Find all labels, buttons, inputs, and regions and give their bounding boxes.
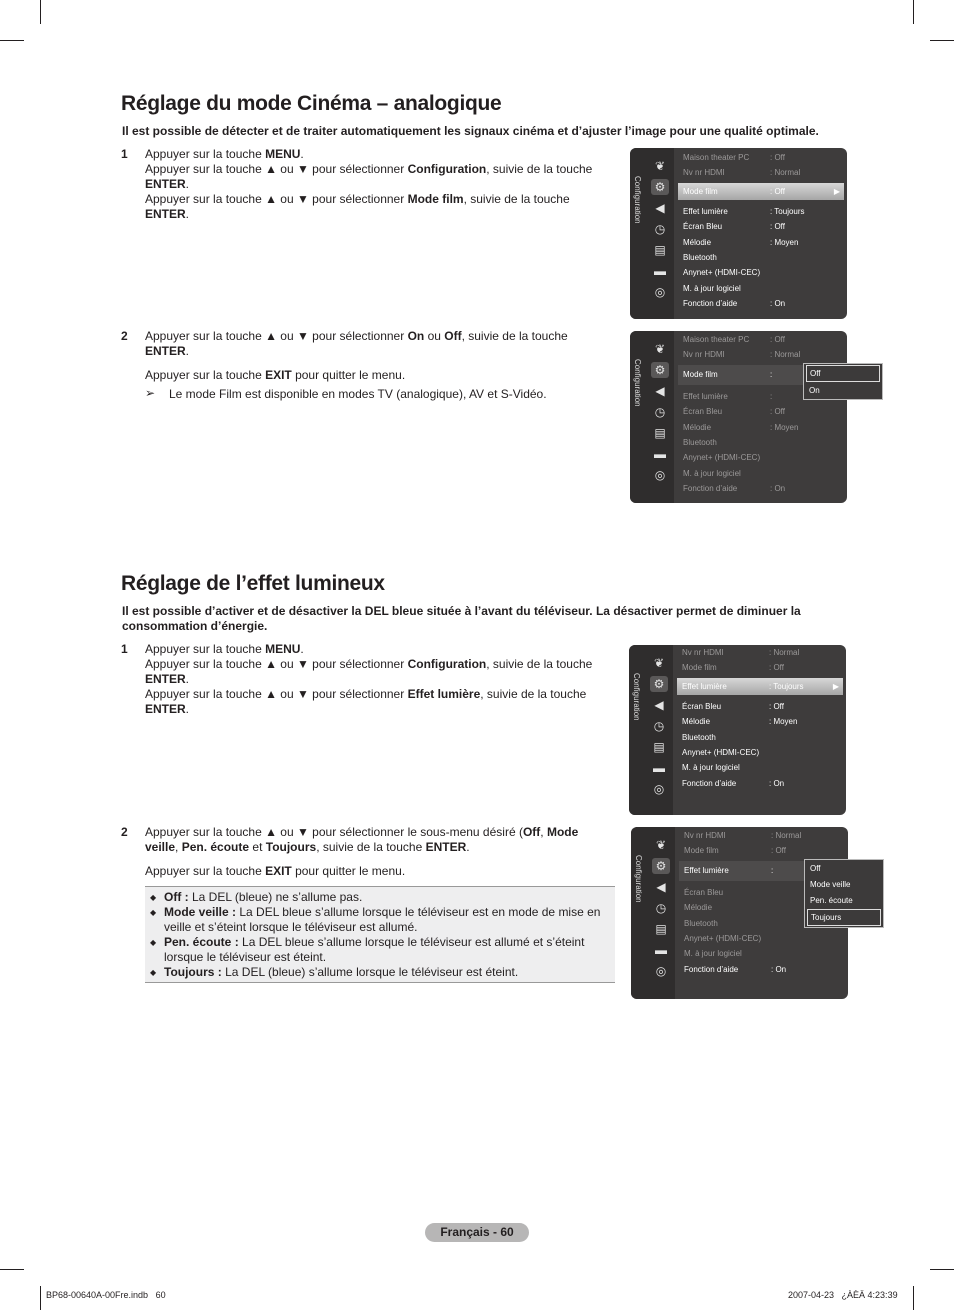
screen-icon[interactable]: ▬ bbox=[654, 447, 666, 461]
options-box bbox=[145, 886, 615, 983]
section-title: Réglage de l’effet lumineux bbox=[121, 572, 385, 595]
leaf-icon[interactable]: ❦ bbox=[654, 342, 666, 356]
menu-row[interactable] bbox=[677, 730, 843, 745]
menu-row-value: : Normal bbox=[770, 168, 801, 178]
menu-row-label: Anynet+ (HDMI-CEC) bbox=[684, 934, 762, 943]
tv-menu-effet-lumiere bbox=[629, 645, 846, 815]
step-number: 2 bbox=[121, 825, 128, 839]
menu-row-label: Fonction d’aide bbox=[683, 484, 738, 494]
menu-row[interactable] bbox=[678, 347, 844, 362]
date-slug: 2007-04-23 ¿ÀÈÄ 4:23:39 bbox=[788, 1290, 898, 1300]
menu-row-value: : Off bbox=[769, 663, 784, 673]
menu-row[interactable] bbox=[678, 250, 844, 265]
menu-row[interactable] bbox=[678, 265, 844, 280]
menu-row-value: : On bbox=[771, 964, 787, 974]
menu-category-label: Configuration bbox=[632, 673, 641, 721]
menu-row[interactable] bbox=[677, 660, 843, 675]
note: ➢ Le mode Film est disponible en modes TV (analogique), AV et S-Vidéo. bbox=[145, 386, 547, 401]
menu-row-label: Anynet+ (HDMI-CEC) bbox=[683, 268, 761, 278]
menu-row-label: Nv nr HDMI bbox=[682, 648, 724, 657]
menu-row-value: : Off bbox=[771, 846, 786, 856]
crop-mark bbox=[930, 1269, 954, 1270]
section-intro: Il est possible de détecter et de traiter automatiquement les signaux cinéma et d’ajuster l’image pour une qualité optimale. bbox=[122, 124, 819, 138]
menu-row-label: Effet lumière bbox=[683, 206, 728, 216]
bullet-item: ◆ Toujours : La DEL (bleue) s’allume lorsque le téléviseur est éteint. bbox=[150, 965, 519, 979]
menu-row-label: Bluetooth bbox=[684, 918, 718, 928]
menu-row-label: Effet lumière bbox=[683, 391, 728, 401]
tv-menu-mode-film-options bbox=[630, 331, 847, 503]
menu-row-value: : On bbox=[770, 299, 786, 309]
menu-row-label: Anynet+ (HDMI-CEC) bbox=[682, 748, 760, 757]
sound-icon[interactable]: ◀ bbox=[656, 880, 666, 894]
diamond-icon: ◆ bbox=[150, 938, 157, 947]
menu-row-value: : Toujours bbox=[770, 206, 805, 216]
note-arrow-icon: ➢ bbox=[145, 386, 156, 400]
menu-row-value: : On bbox=[769, 778, 785, 788]
screen-icon[interactable]: ▬ bbox=[655, 943, 667, 957]
menu-row-label: Mode film bbox=[683, 369, 718, 379]
menu-row[interactable] bbox=[678, 296, 844, 311]
option-popup bbox=[803, 363, 883, 400]
menu-row-label: Bluetooth bbox=[682, 732, 716, 742]
diamond-icon: ◆ bbox=[150, 893, 157, 902]
menu-row-label: Nv nr HDMI bbox=[684, 831, 726, 840]
menu-row[interactable] bbox=[679, 962, 845, 977]
gear-icon[interactable]: ⚙ bbox=[651, 179, 669, 195]
menu-row-label: Fonction d’aide bbox=[682, 778, 737, 788]
bullet-item: ◆ Off : La DEL (bleue) ne s’allume pas. bbox=[150, 890, 363, 904]
bullet-item: ◆ Pen. écoute : La DEL bleue s’allume lorsque le téléviseur est allumé et s’éteint lorsque le téléviseur est éteint. bbox=[150, 935, 585, 964]
menu-row-label: Mode film bbox=[683, 186, 718, 196]
gear-icon[interactable]: ⚙ bbox=[651, 362, 669, 378]
menu-row-label: Écran Bleu bbox=[684, 887, 724, 897]
menu-row[interactable] bbox=[677, 760, 843, 775]
menu-icon-bar bbox=[630, 148, 674, 319]
menu-row[interactable] bbox=[679, 931, 845, 946]
screen-icon[interactable]: ▬ bbox=[653, 761, 665, 775]
sound-icon[interactable]: ◀ bbox=[655, 384, 665, 398]
bullet-item: ◆ Mode veille : La DEL bleue s’allume lorsque le téléviseur est en mode de mise en veille et s’éteint lorsque le téléviseur est allumé. bbox=[150, 905, 601, 934]
menu-row[interactable] bbox=[678, 281, 844, 296]
input-icon[interactable]: ▤ bbox=[653, 740, 665, 754]
menu-row-value: : On bbox=[770, 484, 786, 494]
clock-icon[interactable]: ◷ bbox=[655, 901, 667, 915]
menu-row[interactable] bbox=[679, 946, 845, 961]
option-item[interactable]: Off bbox=[806, 365, 880, 382]
step-number: 1 bbox=[121, 147, 128, 161]
input-icon[interactable]: ▤ bbox=[654, 243, 666, 257]
menu-row-value: : Off bbox=[770, 335, 785, 344]
menu-row-value: : Normal bbox=[771, 831, 802, 840]
section-intro: Il est possible d’activer et de désactiver la DEL bleue située à l’avant du téléviseur. La désactiver permet de diminuer la consommation d’énergie. bbox=[122, 604, 801, 633]
menu-row[interactable] bbox=[678, 332, 844, 347]
menu-row-label: Maison theater PC bbox=[683, 335, 750, 344]
crop-mark bbox=[40, 0, 41, 24]
menu-row-value: : Toujours bbox=[769, 681, 804, 691]
menu-row[interactable] bbox=[678, 235, 844, 250]
menu-row[interactable] bbox=[677, 776, 843, 791]
submenu-arrow-icon: ▶ bbox=[832, 681, 839, 691]
menu-icon-bar bbox=[631, 827, 675, 999]
menu-row-label: Maison theater PC bbox=[683, 153, 750, 162]
menu-row[interactable] bbox=[678, 450, 844, 465]
menu-row-value: : Off bbox=[770, 222, 785, 232]
menu-row-label: M. à jour logiciel bbox=[683, 283, 741, 293]
menu-row-label: Nv nr HDMI bbox=[683, 350, 725, 360]
option-item[interactable]: Toujours bbox=[807, 909, 881, 926]
globe-icon[interactable]: ◎ bbox=[653, 782, 665, 796]
globe-icon[interactable]: ◎ bbox=[654, 285, 666, 299]
option-item[interactable]: On bbox=[809, 386, 820, 395]
menu-row-label: Mélodie bbox=[683, 422, 712, 432]
menu-row[interactable] bbox=[677, 678, 843, 695]
menu-row[interactable] bbox=[677, 745, 843, 760]
crop-mark bbox=[0, 1269, 24, 1270]
option-item[interactable]: Off bbox=[810, 864, 821, 873]
menu-category-label: Configuration bbox=[634, 855, 643, 903]
menu-row-label: Mélodie bbox=[684, 903, 713, 913]
menu-row-label: Bluetooth bbox=[683, 438, 717, 447]
menu-row-label: Mode film bbox=[684, 846, 719, 856]
file-slug: BP68-00640A-00Fre.indb 60 bbox=[46, 1290, 166, 1300]
menu-category-label: Configuration bbox=[633, 176, 642, 224]
menu-row-label: Mélodie bbox=[682, 717, 711, 727]
menu-row-value: : Off bbox=[770, 153, 785, 162]
screen-icon[interactable]: ▬ bbox=[654, 264, 666, 278]
menu-row[interactable] bbox=[678, 219, 844, 234]
tv-menu-effet-lumiere-options bbox=[631, 827, 853, 999]
menu-row-label: Fonction d’aide bbox=[683, 299, 738, 309]
option-popup bbox=[804, 859, 884, 928]
menu-row-label: M. à jour logiciel bbox=[682, 763, 740, 773]
menu-row[interactable] bbox=[678, 481, 844, 496]
menu-row-value: : Normal bbox=[769, 648, 800, 657]
option-item[interactable]: Pen. écoute bbox=[810, 896, 853, 905]
menu-row-value: : Moyen bbox=[770, 422, 799, 432]
menu-row[interactable] bbox=[677, 699, 843, 714]
menu-row-value: : bbox=[770, 391, 773, 401]
menu-row[interactable] bbox=[678, 435, 844, 450]
menu-row[interactable] bbox=[677, 645, 843, 660]
menu-row-value: : Off bbox=[769, 701, 784, 711]
menu-row-label: Mélodie bbox=[683, 237, 712, 247]
submenu-arrow-icon: ▶ bbox=[833, 186, 840, 196]
diamond-icon: ◆ bbox=[150, 968, 157, 977]
menu-row-value: : bbox=[770, 369, 773, 379]
menu-row-label: M. à jour logiciel bbox=[684, 949, 742, 959]
menu-row[interactable] bbox=[679, 828, 845, 843]
menu-row-label: Effet lumière bbox=[682, 681, 727, 691]
input-icon[interactable]: ▤ bbox=[655, 922, 667, 936]
menu-row-label: Mode film bbox=[682, 663, 717, 673]
menu-category-label: Configuration bbox=[633, 359, 642, 407]
gear-icon[interactable]: ⚙ bbox=[652, 858, 670, 874]
menu-row-label: Bluetooth bbox=[683, 253, 717, 262]
crop-mark bbox=[913, 1286, 914, 1310]
menu-row[interactable] bbox=[678, 165, 844, 180]
menu-row-value: : Moyen bbox=[769, 717, 798, 727]
menu-row-value: : Normal bbox=[770, 350, 801, 360]
menu-row-label: Fonction d’aide bbox=[684, 964, 739, 974]
sound-icon[interactable]: ◀ bbox=[655, 201, 665, 215]
leaf-icon[interactable]: ❦ bbox=[653, 656, 665, 670]
menu-row-label: Effet lumière bbox=[684, 865, 729, 875]
menu-icon-bar bbox=[630, 331, 674, 503]
menu-row-value: : Off bbox=[770, 186, 785, 196]
menu-row-label: Nv nr HDMI bbox=[683, 168, 725, 178]
menu-row[interactable] bbox=[678, 150, 844, 165]
menu-row[interactable] bbox=[679, 843, 845, 858]
menu-row-value: : Off bbox=[770, 407, 785, 417]
globe-icon[interactable]: ◎ bbox=[654, 468, 666, 482]
leaf-icon[interactable]: ❦ bbox=[655, 838, 667, 852]
page-number: Français - 60 bbox=[425, 1223, 529, 1242]
diamond-icon: ◆ bbox=[150, 908, 157, 917]
menu-row-label: M. à jour logiciel bbox=[683, 468, 741, 478]
step-number: 1 bbox=[121, 642, 128, 656]
clock-icon[interactable]: ◷ bbox=[653, 719, 665, 733]
leaf-icon[interactable]: ❦ bbox=[654, 159, 666, 173]
menu-row-label: Écran Bleu bbox=[683, 222, 723, 232]
crop-mark bbox=[913, 0, 914, 24]
option-item[interactable]: Mode veille bbox=[810, 880, 851, 889]
clock-icon[interactable]: ◷ bbox=[654, 222, 666, 236]
section-title: Réglage du mode Cinéma – analogique bbox=[121, 92, 502, 115]
menu-row-label: Écran Bleu bbox=[683, 407, 723, 417]
menu-row[interactable] bbox=[678, 420, 844, 435]
crop-mark bbox=[930, 40, 954, 41]
crop-mark bbox=[0, 40, 24, 41]
sound-icon[interactable]: ◀ bbox=[654, 698, 664, 712]
input-icon[interactable]: ▤ bbox=[654, 426, 666, 440]
menu-row-label: Anynet+ (HDMI-CEC) bbox=[683, 453, 761, 463]
tv-menu-mode-film bbox=[630, 148, 847, 319]
menu-row[interactable] bbox=[678, 404, 844, 419]
clock-icon[interactable]: ◷ bbox=[654, 405, 666, 419]
gear-icon[interactable]: ⚙ bbox=[650, 676, 668, 692]
menu-row[interactable] bbox=[677, 714, 843, 729]
menu-row-label: Écran Bleu bbox=[682, 701, 722, 711]
menu-row[interactable] bbox=[678, 466, 844, 481]
menu-row[interactable] bbox=[678, 204, 844, 219]
menu-icon-bar bbox=[629, 645, 673, 815]
crop-mark bbox=[40, 1286, 41, 1310]
step-number: 2 bbox=[121, 329, 128, 343]
menu-row[interactable] bbox=[678, 183, 844, 200]
menu-row-value: : Moyen bbox=[770, 237, 799, 247]
menu-row-value: : bbox=[771, 865, 774, 875]
globe-icon[interactable]: ◎ bbox=[655, 964, 667, 978]
